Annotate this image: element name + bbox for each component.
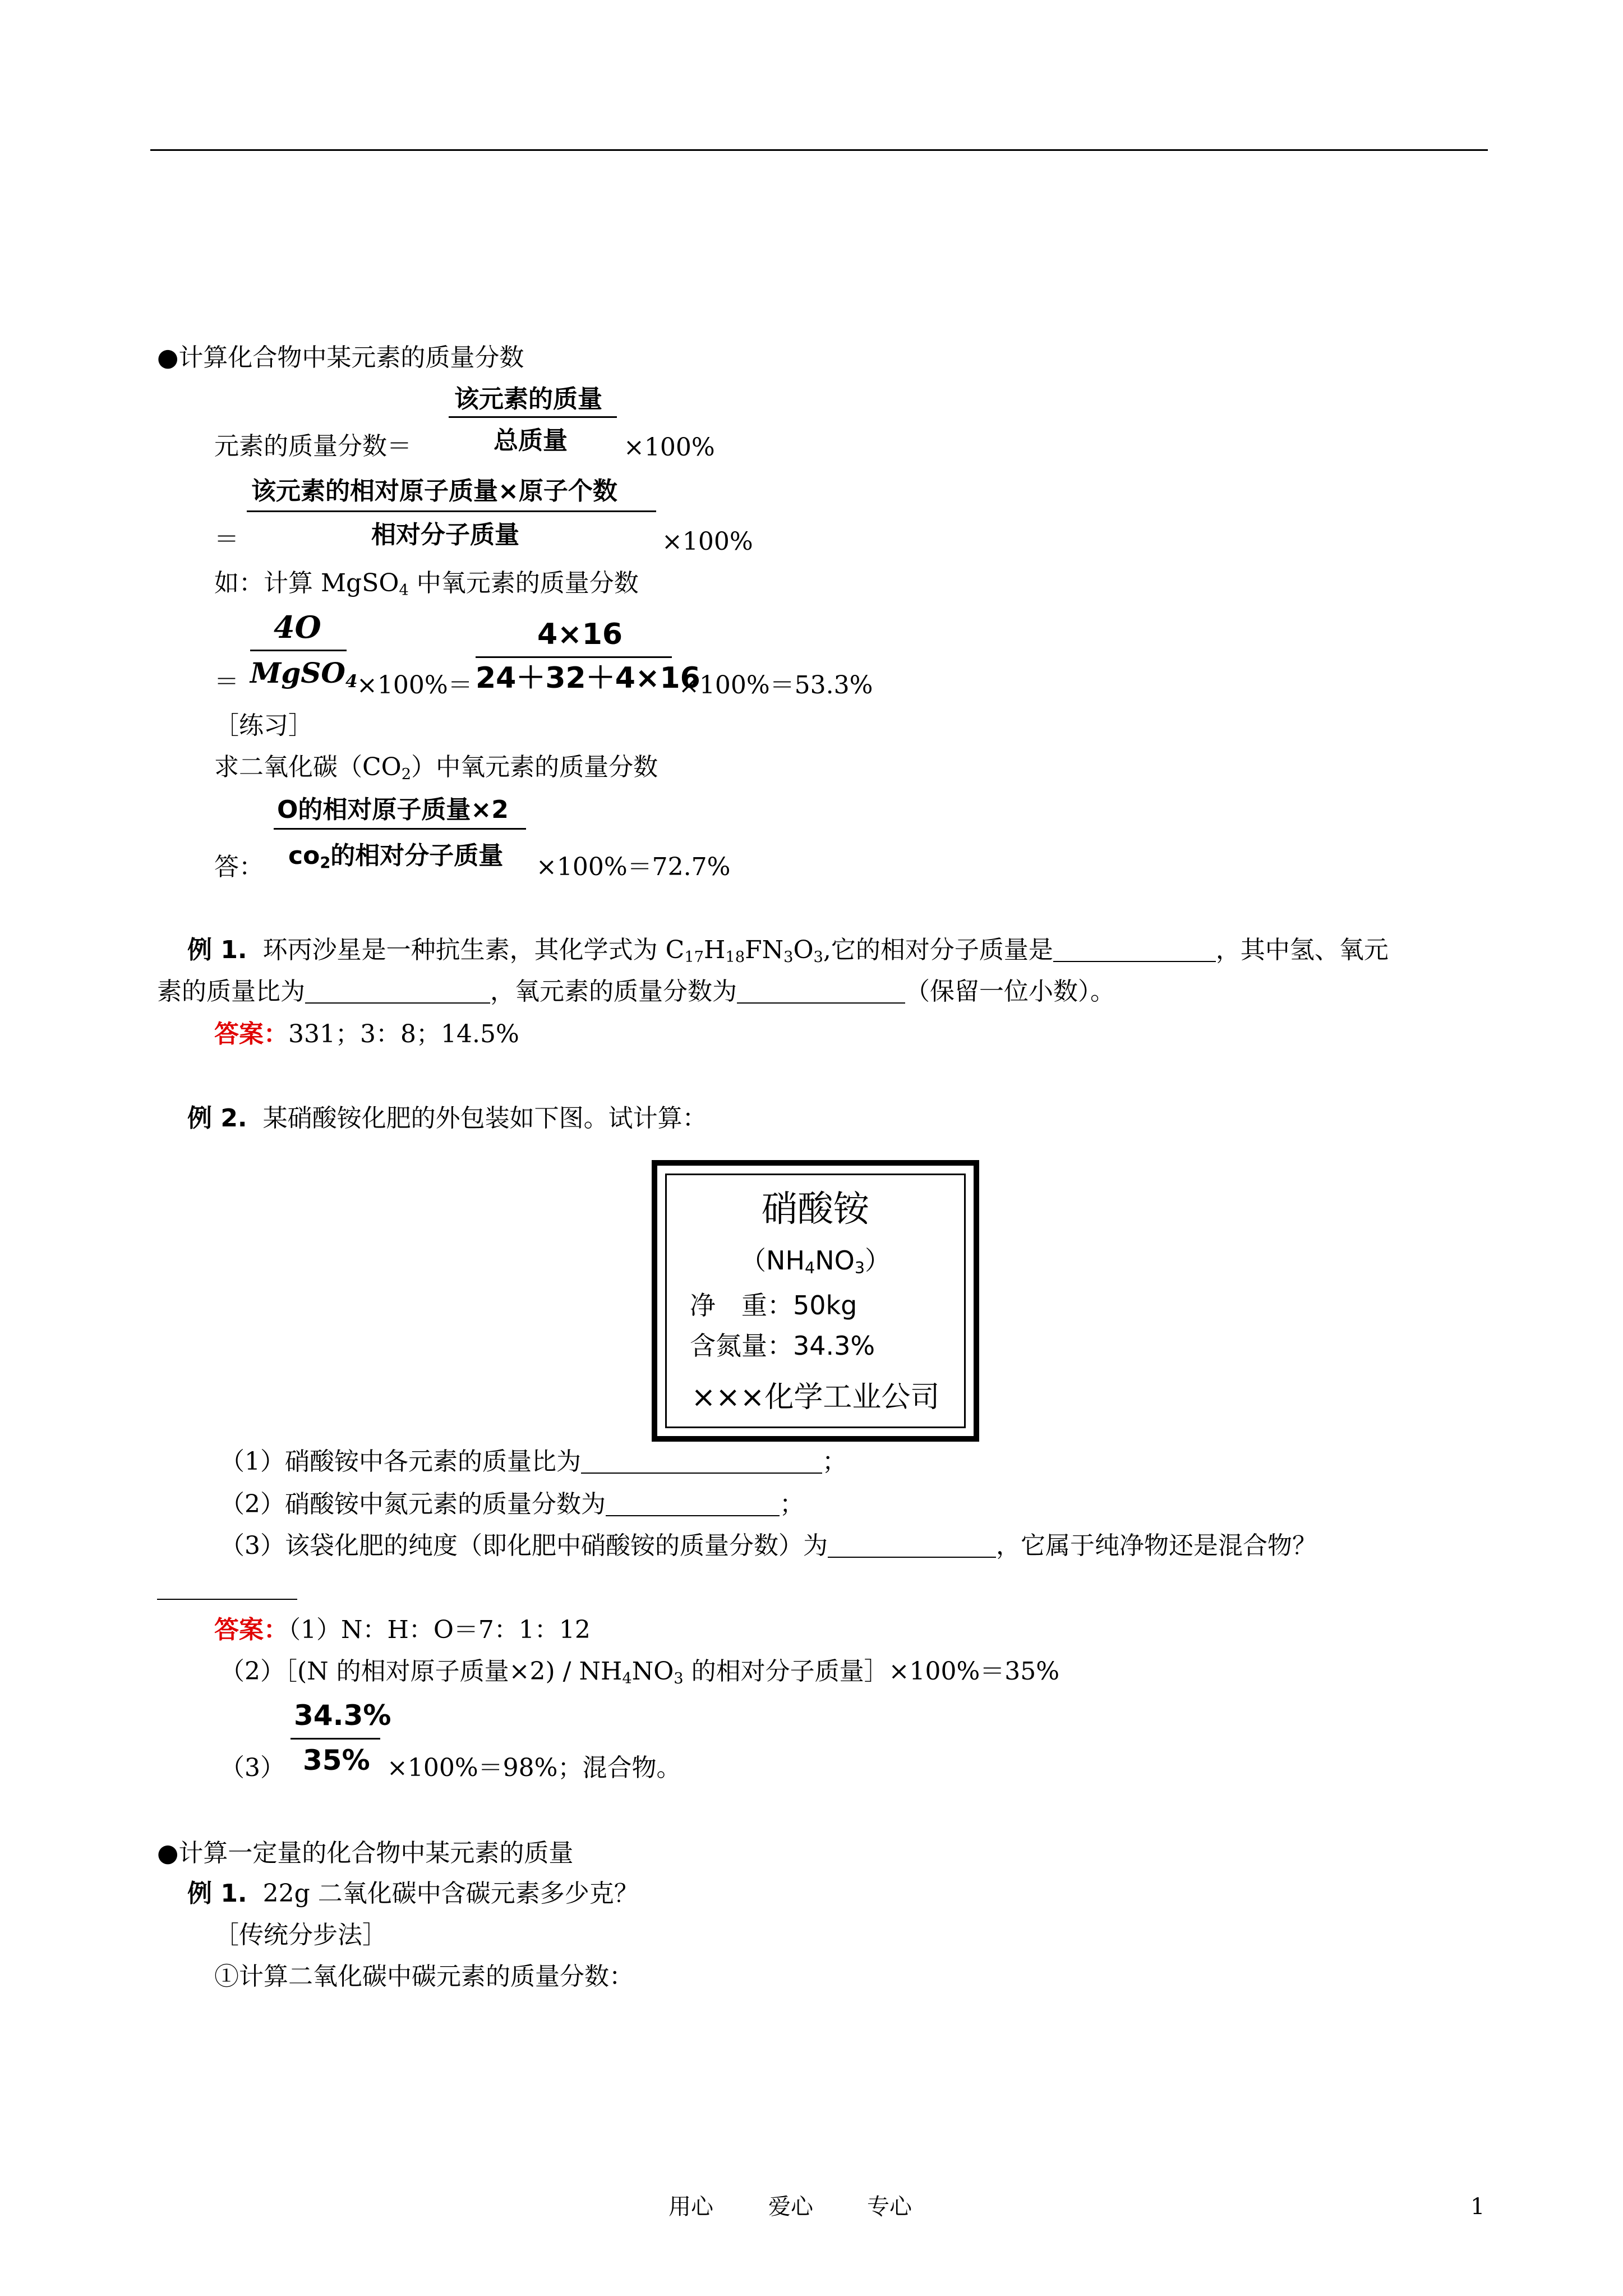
package-name: 硝酸铵 (762, 1189, 869, 1230)
blank-q3-continued (157, 1599, 297, 1600)
calc-mid: ×100%＝ (357, 671, 473, 700)
calc-eq: ＝ (214, 668, 239, 696)
formula1-numerator: 该元素的质量 (454, 385, 602, 413)
example1-line1: 例 1. 环丙沙星是一种抗生素，其化学式为 $C_{17}H_{18}FN_3O_3$,它的相对分子质量是 ，其中氢、氧元 (187, 936, 1389, 966)
blank-oxygen-fraction (737, 978, 905, 1004)
example2-answer3-label: （3） (220, 1754, 285, 1782)
section2-step1: ①计算二氧化碳中碳元素的质量分数： (214, 1962, 634, 1991)
formula2-denominator: 相对分子质量 (371, 521, 519, 549)
blank-q3 (828, 1532, 996, 1558)
practice-question: 求二氧化碳$(CO_2)$中氧元素的质量分数 (214, 753, 658, 783)
section2-method: ［传统分步法］ (214, 1921, 387, 1949)
calc-frac1-denominator: MgSO$_4$ (250, 656, 358, 692)
practice-frac-denominator: $co_2$的相对分子质量 (288, 841, 504, 872)
practice-frac-bar (274, 828, 526, 830)
example2-q1: （1）硝酸铵中各元素的质量比为 ； (220, 1447, 847, 1476)
calc-tail: ×100%＝53.3% (679, 671, 873, 700)
package-weight: 净 重：50kg (690, 1290, 857, 1320)
example-intro: 如：计算 MgSO$_4$ 中氧元素的质量分数 (214, 569, 639, 599)
example2-q2: （2）硝酸铵中氮元素的质量分数为 ； (220, 1490, 804, 1519)
blank-molar-mass (1053, 936, 1216, 962)
blank-mass-ratio (305, 978, 490, 1004)
formula2-lhs: ＝ (214, 525, 239, 554)
formula2-fraction-bar (247, 510, 656, 512)
example2-answer2: （2）［(N 的相对原子质量$\times 2) / NH_4NO_3$ 的相对分子质量］×100%＝35% (220, 1657, 1060, 1687)
calc-frac1-bar (250, 650, 347, 651)
blank-q1 (581, 1448, 822, 1474)
fertilizer-package-label (652, 1160, 979, 1442)
example2-answer3-numerator: 34.3% (294, 1699, 391, 1732)
example2-answer3-tail: ×100%＝98%；混合物。 (387, 1754, 681, 1782)
footer-motto-2: 爱心 (768, 2194, 813, 2220)
package-formula: $(NH_4NO_3)$ (740, 1245, 891, 1278)
formula2-times: ×100% (662, 527, 753, 556)
calc-frac2-bar (476, 656, 672, 658)
formula1-times: ×100% (624, 433, 715, 462)
footer-motto-1: 用心 (668, 2194, 713, 2220)
package-nitrogen: 含氮量：34.3% (690, 1331, 875, 1361)
calc-frac1-numerator: 4O (274, 609, 321, 645)
example2-answer1: 答案：（1）N：H：O＝7：1：12 (214, 1616, 591, 1644)
formula1-denominator: 总质量 (494, 426, 568, 455)
section-heading: ●计算化合物中某元素的质量分数 (157, 343, 524, 372)
section2-heading: ●计算一定量的化合物中某元素的质量 (157, 1839, 574, 1867)
example2-answer3-denominator: 35% (303, 1744, 370, 1777)
practice-answer-label: 答： (214, 853, 264, 881)
example1-line2: 素的质量比为 ，氧元素的质量分数为 （保留一位小数）。 (157, 977, 1115, 1006)
practice-tail: ×100%＝72.7% (536, 853, 731, 881)
formula2-numerator: 该元素的相对原子质量×原子个数 (251, 477, 617, 505)
example1-answer: 答案：331；3：8；14.5% (214, 1020, 519, 1048)
formula1-lhs: 元素的质量分数＝ (214, 432, 412, 461)
section2-example: 例 1. 22g 二氧化碳中含碳元素多少克？ (187, 1879, 639, 1908)
example2-q3: （3）该袋化肥的纯度（即化肥中硝酸铵的质量分数）为 ，它属于纯净物还是混合物？ (220, 1531, 1317, 1560)
practice-frac-numerator: O的相对原子质量×2 (277, 795, 509, 824)
example2-answer3-bar (291, 1738, 380, 1740)
example2-question: 例 2. 某硝酸铵化肥的外包装如下图。试计算： (187, 1104, 707, 1133)
header-rule (150, 149, 1488, 151)
package-company: ×××化学工业公司 (691, 1381, 940, 1414)
calc-frac2-numerator: 4×16 (537, 618, 623, 651)
page-number: 1 (1470, 2194, 1485, 2220)
formula1-fraction-bar (449, 416, 617, 418)
blank-q2 (606, 1490, 780, 1516)
footer-motto-3: 专心 (867, 2194, 912, 2220)
calc-frac2-denominator: 24＋32＋4×16 (476, 661, 700, 695)
practice-label: ［练习］ (214, 711, 313, 740)
